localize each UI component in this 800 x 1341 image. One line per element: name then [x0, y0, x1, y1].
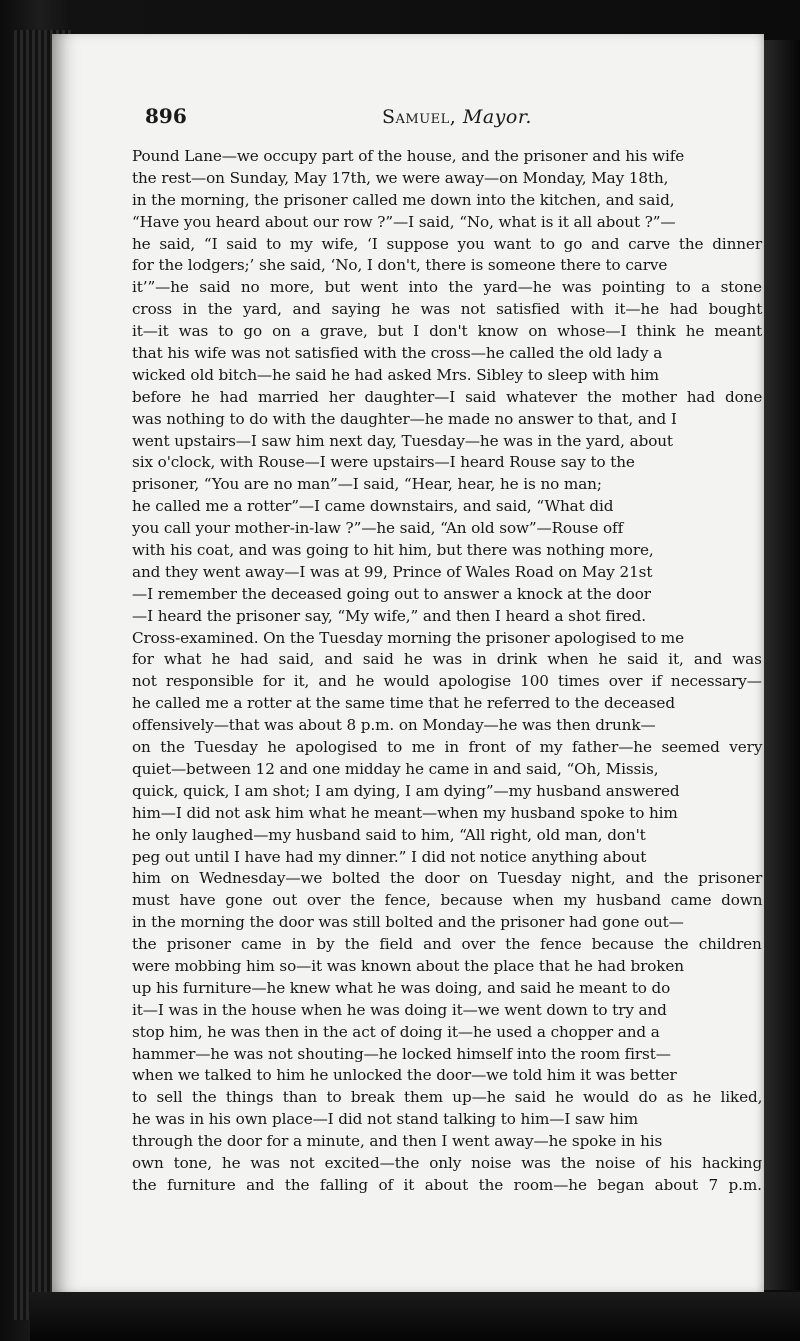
running-head-name: Samuel,	[382, 106, 457, 128]
text-line: he only laughed—my husband said to him, “All right, old man, don't	[132, 825, 646, 844]
text-line: were mobbing him so—it was known about the place that he had broken	[132, 956, 684, 975]
page-number: 896	[145, 104, 187, 128]
bottom-page-edge	[30, 1292, 800, 1341]
text-line: you call your mother-in-law ?”—he said, “An old sow”—Rouse off	[132, 519, 624, 538]
text-line: Pound Lane—we occupy part of the house, and the prisoner and his wife	[132, 147, 685, 165]
text-line: on the Tuesday he apologised to me in front of my father—he seemed very	[132, 738, 763, 757]
text-line: six o'clock, with Rouse—I were upstairs—I heard Rouse say to the	[132, 453, 635, 472]
right-page-edge	[764, 40, 800, 1290]
running-head	[382, 106, 532, 128]
text-line: for the lodgers;’ she said, ‘No, I don't, there is someone there to carve	[132, 256, 668, 275]
text-line: quick, quick, I am shot; I am dying, I am dying”—my husband answered	[132, 781, 680, 800]
text-line: to sell the things than to break them up—he said he would do as he liked,	[132, 1088, 763, 1107]
text-line: offensively—that was about 8 p.m. on Monday—he was then drunk—	[132, 716, 656, 735]
text-line: the furniture and the falling of it about the room—he began about 7 p.m.	[132, 1175, 762, 1194]
text-line: went upstairs—I saw him next day, Tuesday—he was in the yard, about	[132, 431, 673, 450]
text-line: quiet—between 12 and one midday he came in and said, “Oh, Missis,	[132, 759, 659, 778]
text-line: Cross-examined. On the Tuesday morning the prisoner apologised to me	[132, 628, 685, 647]
text-line: cross in the yard, and saying he was not satisfied with it—he had bought	[132, 300, 763, 319]
text-line: the prisoner came in by the field and over the fence because the children	[132, 935, 762, 954]
text-line: up his furniture—he knew what he was doing, and said he meant to do	[132, 978, 671, 997]
text-line: the rest—on Sunday, May 17th, we were away—on Monday, May 18th,	[132, 168, 669, 187]
text-line: it—I was in the house when he was doing it—we went down to try and	[132, 1000, 667, 1019]
text-line: was nothing to do with the daughter—he made no answer to that, and I	[132, 409, 677, 428]
text-line: stop him, he was then in the act of doing it—he used a chopper and a	[132, 1022, 660, 1041]
text-line: wicked old bitch—he said he had asked Mrs. Sibley to sleep with him	[132, 365, 659, 384]
text-line: him on Wednesday—we bolted the door on Tuesday night, and the prisoner	[132, 869, 763, 888]
text-line: he was in his own place—I did not stand talking to him—I saw him	[132, 1110, 639, 1129]
text-line: not responsible for it, and he would apologise 100 times over if necessary—	[132, 672, 762, 691]
text-line: through the door for a minute, and then I went away—he spoke in his	[132, 1132, 663, 1151]
text-line: hammer—he was not shouting—he locked himself into the room first—	[132, 1044, 671, 1063]
text-line: he called me a rotter at the same time that he referred to the deceased	[132, 694, 675, 713]
text-line: “Have you heard about our row ?”—I said, “No, what is it all about ?”—	[132, 212, 676, 231]
text-line: must have gone out over the fence, because when my husband came down	[132, 891, 763, 910]
text-line: in the morning the door was still bolted and the prisoner had gone out—	[132, 913, 684, 932]
text-line: peg out until I have had my dinner.” I did not notice anything about	[132, 847, 647, 866]
text-line: it—it was to go on a grave, but I don't know on whose—I think he meant	[132, 322, 763, 341]
body-text	[132, 146, 762, 1197]
text-line: it’”—he said no more, but went into the yard—he was pointing to a stone	[132, 278, 762, 297]
text-line: own tone, he was not excited—the only noise was the noise of his hacking	[132, 1153, 763, 1172]
text-line: before he had married her daughter—I said whatever the mother had done	[132, 387, 763, 406]
text-line: for what he had said, and said he was in drink when he said it, and was	[132, 650, 762, 669]
text-line: he said, “I said to my wife, ‘I suppose you want to go and carve the dinner	[132, 234, 762, 253]
text-line: in the morning, the prisoner called me down into the kitchen, and said,	[132, 190, 675, 209]
text-line: he called me a rotter”—I came downstairs, and said, “What did	[132, 497, 614, 516]
text-line: —I heard the prisoner say, “My wife,” and then I heard a shot fired.	[132, 606, 646, 625]
text-line: —I remember the deceased going out to answer a knock at the door	[132, 584, 651, 603]
text-line: him—I did not ask him what he meant—when my husband spoke to him	[132, 803, 678, 822]
text-line: that his wife was not satisfied with the cross—he called the old lady a	[132, 344, 663, 363]
text-line: and they went away—I was at 99, Prince of Wales Road on May 21st	[132, 562, 653, 581]
text-line: when we talked to him he unlocked the door—we told him it was better	[132, 1066, 677, 1085]
running-head-title: Mayor.	[462, 106, 532, 128]
text-line: with his coat, and was going to hit him, but there was nothing more,	[132, 541, 654, 560]
text-line: prisoner, “You are no man”—I said, “Hear, hear, he is no man;	[132, 475, 602, 494]
